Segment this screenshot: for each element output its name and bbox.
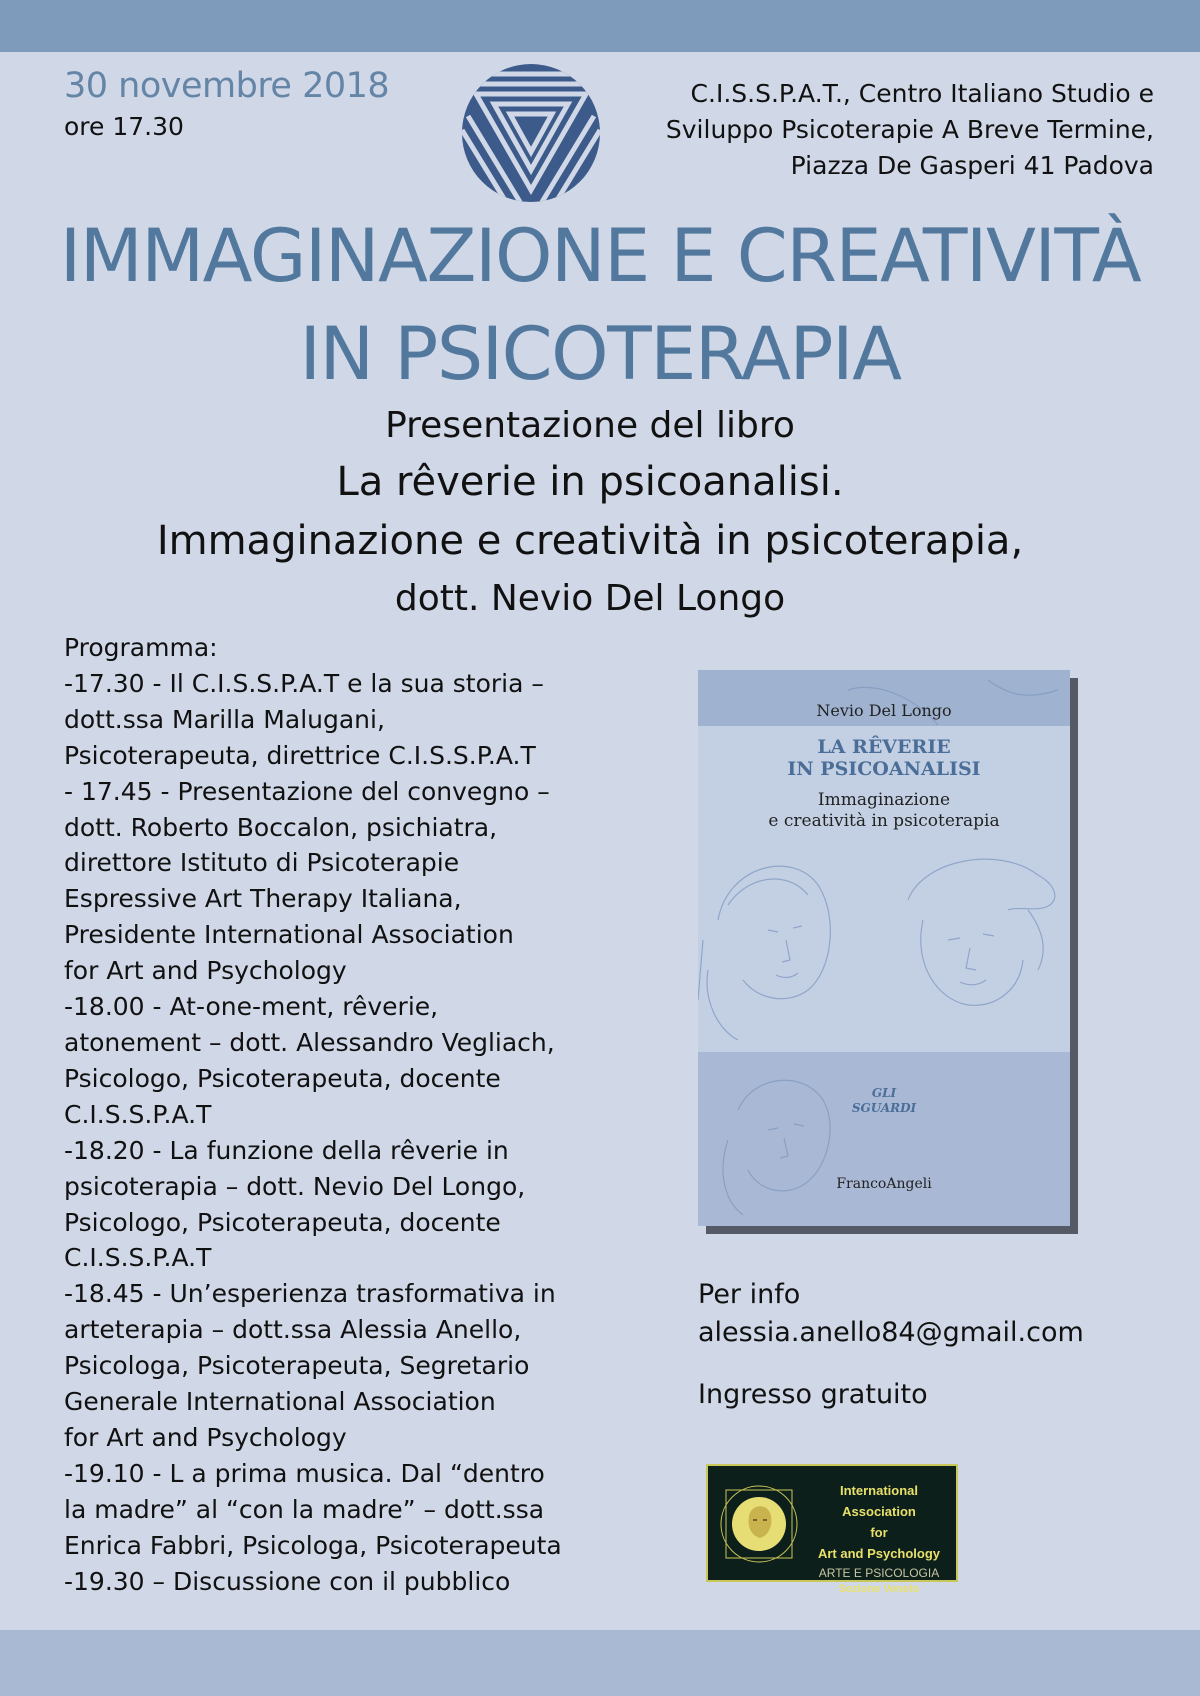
event-date: 30 novembre 2018: [64, 66, 390, 106]
presented-book-author: dott. Nevio Del Longo: [394, 578, 786, 619]
main-title-line: IN PSICOTERAPIA: [299, 312, 901, 397]
venue-line: C.I.S.S.P.A.T., Centro Italiano Studio e: [690, 79, 1154, 108]
program-line: -17.30 - Il C.I.S.S.P.A.T e la sua storia –: [64, 668, 544, 698]
book-cover-publisher: FrancoAngeli: [836, 1176, 932, 1192]
info-label: Per info: [698, 1279, 801, 1310]
portrait-medallion-icon: [716, 1474, 802, 1574]
program-line: Psicoterapeuta, direttrice C.I.S.S.P.A.T: [64, 740, 536, 770]
venue-line: Piazza De Gasperi 41 Padova: [790, 151, 1154, 180]
program-line: Generale International Association: [64, 1387, 496, 1417]
association-line: Art and Psychology: [817, 1546, 941, 1561]
book-cover-author: Nevio Del Longo: [816, 701, 952, 720]
program-line: Enrica Fabbri, Psicologa, Psicoterapeuta: [64, 1530, 562, 1560]
venue-line: Sviluppo Psicoterapie A Breve Termine,: [665, 115, 1154, 144]
program-line: arteterapia – dott.ssa Alessia Anello,: [64, 1315, 522, 1345]
event-time: ore 17.30: [64, 112, 184, 141]
program-heading: Programma:: [64, 633, 218, 662]
info-email-link[interactable]: alessia.anello84@gmail.com: [698, 1317, 1084, 1348]
program-line: atonement – dott. Alessandro Vegliach,: [64, 1027, 555, 1057]
program-line: for Art and Psychology: [64, 956, 347, 986]
book-presentation: [0, 398, 1180, 626]
association-logo: [706, 1464, 958, 1595]
program-line: -18.45 - Un’esperienza trasformativa in: [64, 1279, 556, 1309]
program-line: Psicologo, Psicoterapeuta, docente: [64, 1207, 501, 1237]
book-cover-series-line: SGUARDI: [851, 1101, 917, 1115]
program-line: -18.20 - La funzione della rêverie in: [64, 1135, 509, 1165]
top-band: [0, 0, 1200, 52]
program-line: dott. Roberto Boccalon, psichiatra,: [64, 812, 498, 842]
cissp-logo-icon: [462, 64, 600, 202]
program-line: for Art and Psychology: [64, 1422, 347, 1452]
program-line: - 17.45 - Presentazione del convegno –: [64, 776, 550, 806]
book-cover-subtitle-line: Immaginazione: [817, 790, 951, 810]
program-line: C.I.S.S.P.A.T: [64, 1243, 212, 1273]
main-title-line: IMMAGINAZIONE E CREATIVITÀ: [59, 214, 1141, 299]
program-line: la madre” al “con la madre” – dott.ssa: [64, 1494, 545, 1524]
association-name: [804, 1480, 954, 1597]
main-title: [0, 208, 1200, 404]
book-cover-series: [698, 1086, 1070, 1116]
book-cover-series-line: GLI: [871, 1086, 897, 1100]
program-line: Psicologo, Psicoterapeuta, docente: [64, 1063, 501, 1093]
association-region: Sezione Veneto: [838, 1583, 920, 1595]
presentation-intro: Presentazione del libro: [385, 405, 795, 446]
book-cover-image: [698, 670, 1070, 1226]
program-list: [64, 630, 624, 1599]
association-line: International Association: [839, 1483, 918, 1519]
presented-book-title: La rêverie in psicoanalisi.: [336, 459, 844, 505]
free-entry-text: Ingresso gratuito: [698, 1379, 928, 1410]
program-line: Presidente International Association: [64, 920, 514, 950]
book-cover-title-line: LA RÊVERIE: [817, 736, 951, 758]
association-line: for: [870, 1525, 888, 1540]
program-line: Espressive Art Therapy Italiana,: [64, 884, 462, 914]
bottom-band: [0, 1630, 1200, 1696]
presented-book-subtitle: Immaginazione e creatività in psicoterapia,: [156, 518, 1024, 564]
program-line: C.I.S.S.P.A.T: [64, 1099, 212, 1129]
book-cover-subtitle: [698, 790, 1070, 832]
book-cover-title-line: IN PSICOANALISI: [787, 758, 981, 780]
program-line: Psicologa, Psicoterapeuta, Segretario: [64, 1351, 530, 1381]
program-line: -19.30 – Discussione con il pubblico: [64, 1566, 511, 1596]
association-subtitle: ARTE E PSICOLOGIA: [818, 1566, 940, 1580]
program-line: psicoterapia – dott. Nevio Del Longo,: [64, 1171, 526, 1201]
book-cover-title: [698, 736, 1070, 780]
program-line: direttore Istituto di Psicoterapie: [64, 848, 460, 878]
book-cover-subtitle-line: e creatività in psicoterapia: [768, 811, 1000, 831]
program-line: -18.00 - At-one-ment, rêverie,: [64, 992, 439, 1022]
program-line: -19.10 - L a prima musica. Dal “dentro: [64, 1458, 545, 1488]
program-line: dott.ssa Marilla Malugani,: [64, 704, 385, 734]
venue-address: [634, 76, 1154, 184]
info-block: [698, 1276, 1084, 1352]
